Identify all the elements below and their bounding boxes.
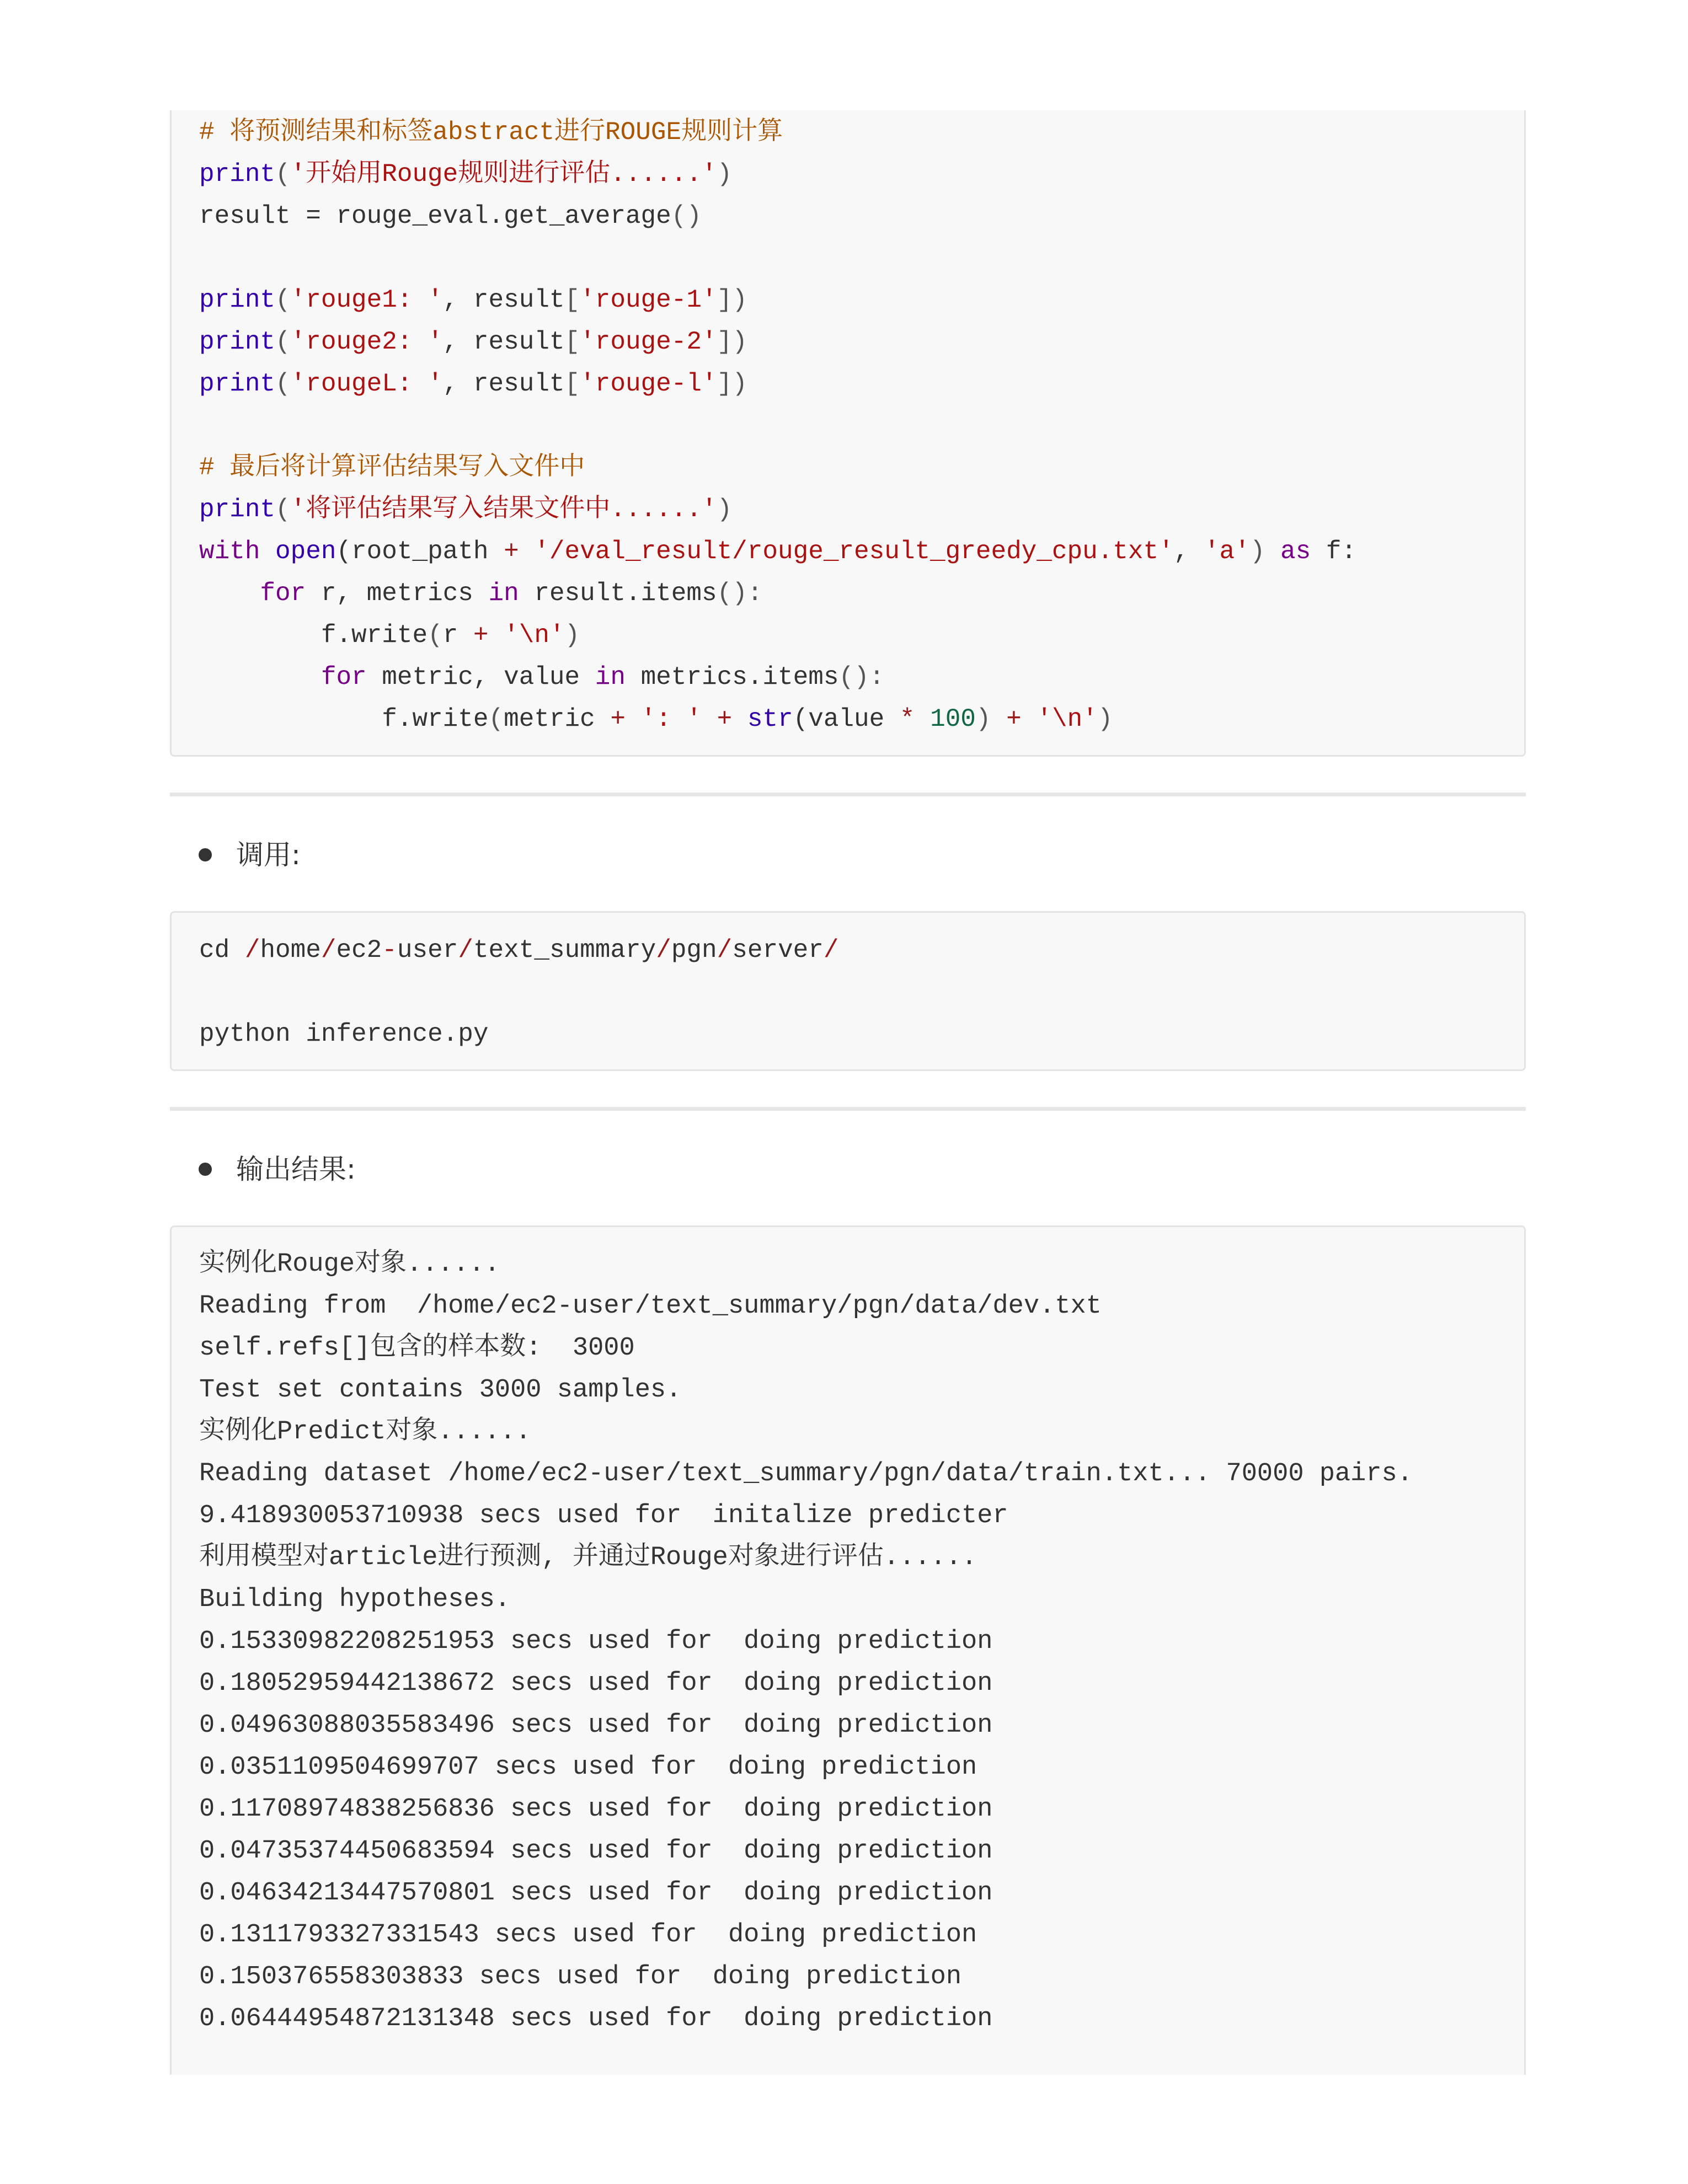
output-line: 0.18052959442138672 secs used for doing prediction (199, 1669, 993, 1698)
output-line: 0.04963088035583496 secs used for doing prediction (199, 1711, 993, 1740)
output-line: Reading from /home/ec2-user/text_summary/pgn/data/dev.txt (199, 1292, 1102, 1321)
code-token: * (899, 705, 915, 734)
code-token: ) (1097, 705, 1113, 734)
code-token: ]) (717, 328, 747, 356)
code-token: pgn (671, 936, 717, 965)
code-line (199, 279, 1524, 321)
code-token: / (320, 936, 336, 965)
code-token: # 将预测结果和标签abstract进行ROUGE规则计算 (199, 118, 783, 147)
code-line (199, 1013, 1524, 1055)
code-token: metric, value (366, 663, 595, 692)
output-line: 利用模型对article进行预测, 并通过Rouge对象进行评估...... (199, 1543, 977, 1572)
bullet-label: 输出结果: (236, 1153, 356, 1185)
code-token: # 最后将计算评估结果写入文件中 (199, 453, 585, 482)
output-line: 9.418930053710938 secs used for initalize predicter (199, 1501, 1008, 1530)
code-token: + (504, 537, 519, 566)
code-token (199, 579, 260, 608)
output-line: 0.1311793327331543 secs used for doing prediction (199, 1920, 977, 1950)
code-token: f: (1311, 537, 1357, 566)
code-token: as (1280, 537, 1311, 566)
code-token: / (717, 936, 733, 965)
code-token: in (595, 663, 626, 692)
code-token: , result (442, 370, 565, 398)
code-block-output-log (170, 1225, 1526, 2075)
code-token: result (199, 202, 306, 231)
code-token: home (260, 936, 321, 965)
code-line (199, 405, 1524, 447)
code-token: ( (275, 328, 291, 356)
code-token: '\n' (1037, 705, 1098, 734)
code-line (199, 489, 1524, 531)
code-token (1022, 705, 1037, 734)
code-token: , result (442, 328, 565, 356)
code-block-rouge-eval (170, 110, 1526, 757)
output-line: 0.150376558303833 secs used for doing prediction (199, 1962, 962, 1992)
code-token: print (199, 160, 276, 189)
output-line: Test set contains 3000 samples. (199, 1375, 682, 1405)
code-token: [ (564, 328, 580, 356)
code-token: ': ' (640, 705, 702, 734)
code-token: (): (838, 663, 885, 692)
code-token (702, 705, 717, 734)
code-token: metrics.items (625, 663, 839, 692)
output-line: self.refs[]包含的样本数: 3000 (199, 1334, 635, 1363)
code-token: '将评估结果写入结果文件中......' (290, 495, 717, 524)
output-line: 实例化Predict对象...... (199, 1417, 531, 1447)
code-token: [ (564, 370, 580, 398)
code-token: result.items (519, 579, 717, 608)
output-line: 0.06444954872131348 secs used for doing prediction (199, 2004, 993, 2033)
code-token: [ (564, 286, 580, 314)
code-line (199, 237, 1524, 279)
output-line: Building hypotheses. (199, 1585, 511, 1614)
code-token: r (442, 621, 473, 650)
code-line (199, 971, 1524, 1013)
code-token: for (320, 663, 367, 692)
output-line: 0.04735374450683594 secs used for doing prediction (199, 1837, 993, 1866)
code-token: 'rougeL: ' (290, 370, 443, 398)
code-token (732, 705, 747, 734)
code-token: rouge_eval.get_average (320, 202, 671, 231)
code-token: ) (717, 160, 733, 189)
code-line (199, 614, 1524, 656)
code-line (199, 321, 1524, 363)
code-token: + (473, 621, 489, 650)
output-line: Reading dataset /home/ec2-user/text_summary/pgn/data/train.txt... 70000 pairs. (199, 1459, 1413, 1489)
code-token: - (382, 936, 397, 965)
code-token: , (1173, 537, 1204, 566)
code-token: ( (488, 705, 504, 734)
code-token: () (671, 202, 702, 231)
code-token: ( (428, 621, 443, 650)
code-token: + (610, 705, 626, 734)
code-token: / (823, 936, 839, 965)
code-token (519, 537, 535, 566)
code-token: user (397, 936, 458, 965)
code-token: server (732, 936, 824, 965)
code-token: text_summary (473, 936, 656, 965)
code-token: for (260, 579, 306, 608)
code-token: + (1006, 705, 1022, 734)
code-token: + (717, 705, 733, 734)
code-token: ]) (717, 286, 747, 314)
code-token: print (199, 328, 276, 356)
bullet-label: 调用: (236, 839, 301, 871)
code-token: = (306, 202, 321, 231)
code-token: print (199, 495, 276, 524)
code-token: str (747, 705, 793, 734)
code-line (199, 531, 1524, 572)
code-line (199, 929, 1524, 971)
code-token: ( (275, 370, 291, 398)
output-line: 实例化Rouge对象...... (199, 1250, 500, 1279)
code-token: ec2 (336, 936, 382, 965)
code-line (199, 153, 1524, 195)
bullet-dot-icon (199, 848, 212, 861)
code-token: / (656, 936, 671, 965)
code-token: / (244, 936, 260, 965)
code-line (199, 195, 1524, 237)
code-token: ( (275, 286, 291, 314)
code-token: '开始用Rouge规则进行评估......' (290, 160, 717, 189)
code-line (199, 447, 1524, 489)
code-line (199, 363, 1524, 405)
code-token (199, 663, 321, 692)
code-token: '\n' (504, 621, 565, 650)
code-token: , result (442, 286, 565, 314)
code-block-shell-command (170, 911, 1526, 1071)
output-line: 0.15330982208251953 secs used for doing prediction (199, 1627, 993, 1656)
code-token (489, 621, 504, 650)
code-token: 'rouge2: ' (290, 328, 443, 356)
code-token: f.write (199, 705, 489, 734)
code-token: 'rouge-2' (580, 328, 717, 356)
code-token: print (199, 286, 276, 314)
code-token: / (458, 936, 473, 965)
code-token: 100 (930, 705, 976, 734)
code-token: python inference.py (199, 1020, 489, 1048)
code-token: (): (717, 579, 763, 608)
code-token: (value (793, 705, 900, 734)
code-token (915, 705, 930, 734)
code-token: with (199, 537, 260, 566)
code-token: 'rouge-l' (580, 370, 717, 398)
code-token: open (275, 537, 336, 566)
output-line: 0.0351109504699707 secs used for doing prediction (199, 1753, 977, 1782)
code-token: in (488, 579, 519, 608)
bullet-item-call (199, 833, 301, 877)
code-token: ) (717, 495, 733, 524)
code-token: f.write (199, 621, 428, 650)
code-token (626, 705, 641, 734)
code-token: print (199, 370, 276, 398)
code-line (199, 572, 1524, 614)
code-token: (root_path (336, 537, 504, 566)
code-line (199, 698, 1524, 740)
divider (170, 1107, 1526, 1111)
bullet-item-output (199, 1147, 356, 1191)
code-token (260, 537, 275, 566)
code-line (199, 111, 1524, 153)
code-token: cd (199, 936, 245, 965)
code-token: ( (275, 495, 291, 524)
code-line (199, 656, 1524, 698)
code-token: ) (975, 705, 1007, 734)
code-token: metric (504, 705, 611, 734)
code-token: ( (275, 160, 291, 189)
code-token: '/eval_result/rouge_result_greedy_cpu.txt' (534, 537, 1174, 566)
code-token: 'rouge1: ' (290, 286, 443, 314)
code-token: ) (1249, 537, 1280, 566)
output-line: 0.11708974838256836 secs used for doing prediction (199, 1795, 993, 1824)
code-token: r, metrics (306, 579, 489, 608)
code-token: 'a' (1204, 537, 1250, 566)
code-token: ]) (717, 370, 747, 398)
divider (170, 793, 1526, 796)
code-token: ) (564, 621, 580, 650)
bullet-dot-icon (199, 1163, 212, 1176)
output-line: 0.04634213447570801 secs used for doing prediction (199, 1878, 993, 1908)
code-token: 'rouge-1' (580, 286, 717, 314)
